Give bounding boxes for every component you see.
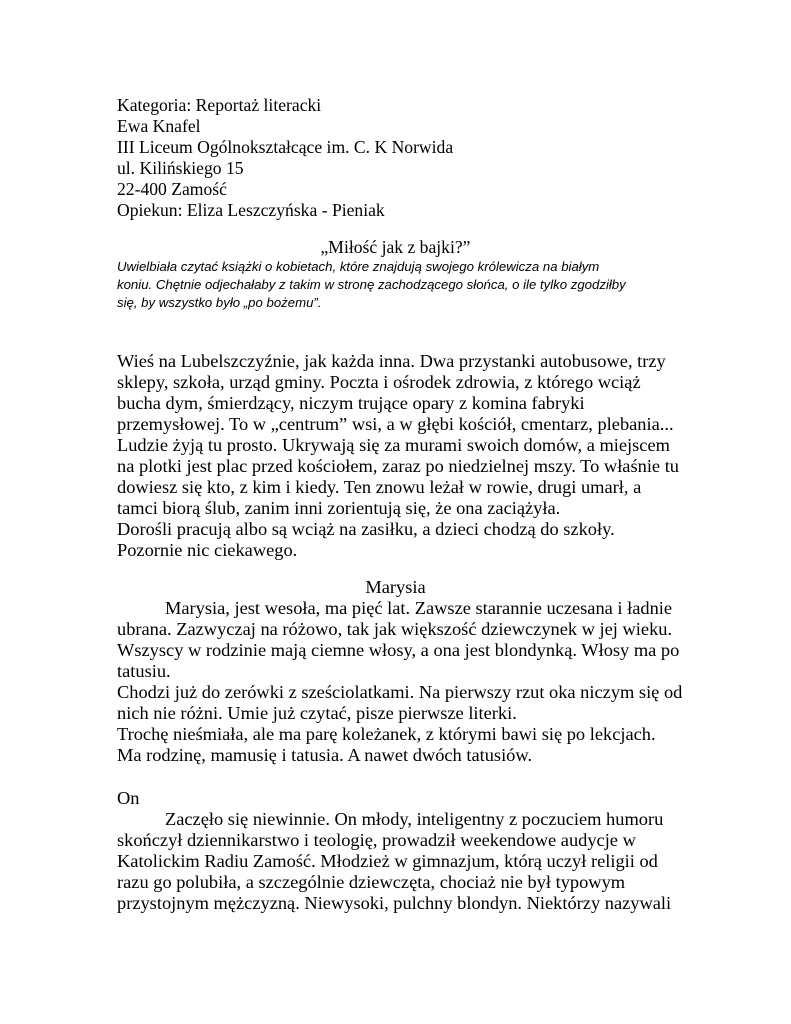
city-line: 22-400 Zamość bbox=[117, 179, 227, 199]
paragraph-line: bucha dym, śmierdzący, niczym trujące opary z komina fabryki bbox=[117, 393, 585, 413]
school-line: III Liceum Ogólnokształcące im. C. K Norwida bbox=[117, 137, 454, 157]
paragraph-line: Ma rodzinę, mamusię i tatusia. A nawet dwóch tatusiów. bbox=[117, 745, 533, 765]
paragraph-line: Dorośli pracują albo są wciąż na zasiłku, a dzieci chodzą do szkoły. bbox=[117, 519, 615, 539]
epigraph-line: się, by wszystko było „po bożemu”. bbox=[117, 295, 322, 310]
document-title: „Miłość jak z bajki?” bbox=[320, 237, 471, 257]
paragraph-line: skończył dziennikarstwo i teologię, prowadził weekendowe audycje w bbox=[117, 830, 636, 850]
paragraph-line: razu go polubiła, a szczególnie dziewczęta, chociaż nie był typowym bbox=[117, 872, 626, 892]
section-heading-on: On bbox=[117, 788, 140, 808]
paragraph-line: nich nie różni. Umie już czytać, pisze pierwsze literki. bbox=[117, 703, 517, 723]
paragraph-line: Chodzi już do zerówki z sześciolatkami. Na pierwszy rzut oka niczym się od bbox=[117, 682, 683, 702]
author-line: Ewa Knafel bbox=[117, 116, 201, 136]
paragraph-line: Wieś na Lubelszczyźnie, jak każda inna. Dwa przystanki autobusowe, trzy bbox=[117, 351, 666, 371]
paragraph-line: przystojnym mężczyzną. Niewysoki, pulchny blondyn. Niektórzy nazywali bbox=[117, 893, 672, 913]
paragraph-line: Trochę nieśmiała, ale ma parę koleżanek, z którymi bawi się po lekcjach. bbox=[117, 724, 656, 744]
street-line: ul. Kilińskiego 15 bbox=[117, 158, 244, 178]
supervisor-line: Opiekun: Eliza Leszczyńska - Pieniak bbox=[117, 200, 385, 220]
paragraph-line: Marysia, jest wesoła, ma pięć lat. Zawsze starannie uczesana i ładnie bbox=[165, 598, 673, 618]
paragraph-line: tatusiu. bbox=[117, 661, 171, 681]
paragraph-line: Wszyscy w rodzinie mają ciemne włosy, a ona jest blondynką. Włosy ma po bbox=[117, 640, 680, 660]
paragraph-line: tamci biorą ślub, zanim inni zorientują się, że ona zaciążyła. bbox=[117, 498, 561, 518]
paragraph-line: sklepy, szkoła, urząd gminy. Poczta i ośrodek zdrowia, z którego wciąż bbox=[117, 372, 641, 392]
paragraph-line: Katolickim Radiu Zamość. Młodzież w gimnazjum, którą uczył religii od bbox=[117, 851, 658, 871]
paragraph-line: przemysłowej. To w „centrum” wsi, a w głębi kościół, cmentarz, plebania... bbox=[117, 414, 674, 434]
paragraph-line: Pozornie nic ciekawego. bbox=[117, 540, 298, 560]
paragraph-line: Zaczęło się niewinnie. On młody, inteligentny z poczuciem humoru bbox=[165, 809, 664, 829]
epigraph-line: Uwielbiała czytać książki o kobietach, które znajdują swojego królewicza na białym bbox=[117, 259, 600, 274]
paragraph-line: na plotki jest plac przed kościołem, zaraz po niedzielnej mszy. To właśnie tu bbox=[117, 456, 679, 476]
category-line: Kategoria: Reportaż literacki bbox=[117, 95, 322, 115]
paragraph-line: dowiesz się kto, z kim i kiedy. Ten znowu leżał w rowie, drugi umarł, a bbox=[117, 477, 642, 497]
paragraph-line: Ludzie żyją tu prosto. Ukrywają się za murami swoich domów, a miejscem bbox=[117, 435, 670, 455]
section-heading-marysia: Marysia bbox=[365, 577, 426, 597]
epigraph-line: koniu. Chętnie odjechałaby z takim w stronę zachodzącego słońca, o ile tylko zgodziłby bbox=[117, 277, 626, 292]
paragraph-line: ubrana. Zazwyczaj na różowo, tak jak większość dziewczynek w jej wieku. bbox=[117, 619, 673, 639]
